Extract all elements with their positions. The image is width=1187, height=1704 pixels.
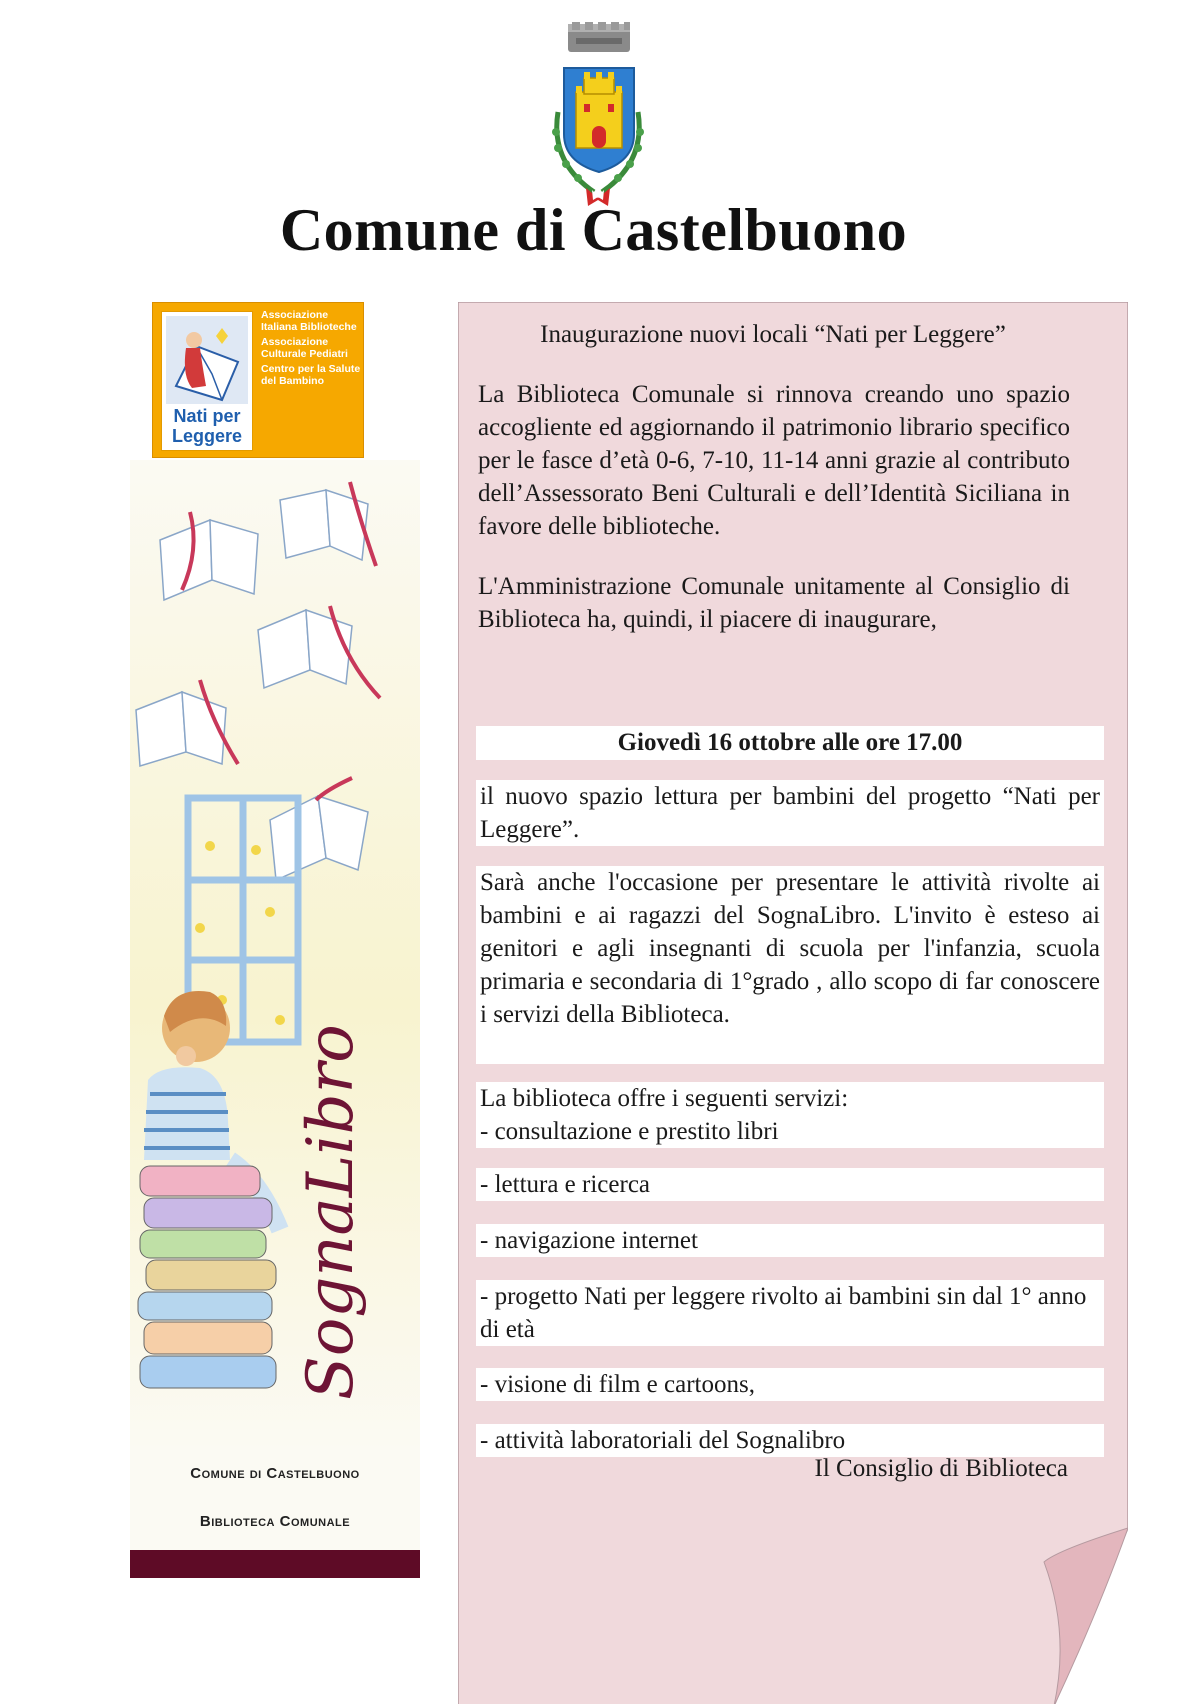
service-item: - navigazione internet	[476, 1224, 1104, 1257]
bookmark-illustration	[130, 460, 420, 1450]
child-reading-book-icon	[166, 316, 248, 404]
invite-text: L'Amministrazione Comunale unitamente al Consiglio di Biblioteca ha, quindi, il piacere di inaugurare,	[478, 573, 1070, 633]
signature: Il Consiglio di Biblioteca	[814, 1455, 1068, 1482]
announcement-sheet	[458, 302, 1128, 1704]
npl-logo-panel	[161, 311, 253, 451]
service-item: - lettura e ricerca	[476, 1168, 1104, 1201]
intro-paragraph	[478, 378, 1070, 543]
services-intro: La biblioteca offre i seguenti servizi:	[480, 1085, 849, 1112]
bookmark-caption-comune: Comune di Castelbuono	[190, 1465, 360, 1482]
page-title: Comune di Castelbuono	[279, 197, 908, 263]
bookmark-caption-biblioteca: Biblioteca Comunale	[199, 1513, 351, 1530]
sognalibro-bookmark	[130, 460, 420, 1578]
service-item: - attività laboratoriali del Sognalibro	[476, 1424, 1104, 1457]
bookmark-band	[130, 1550, 420, 1578]
nati-per-leggere-logo	[152, 302, 364, 458]
intro-text: La Biblioteca Comunale si rinnova creando uno spazio accogliente ed aggiornando il patrimonio librario specifico per le fasce d’età 0-6, 7-10, 11-14 anni grazie al contributo dell’Assessorato Beni Culturali e dell’Identità Siciliana in favore delle biblioteche.	[478, 381, 1070, 540]
services-block	[476, 1082, 1104, 1148]
invite-paragraph	[478, 570, 1070, 636]
service-item: - consultazione e prestito libri	[480, 1118, 779, 1145]
npl-partners	[261, 309, 361, 390]
castelbuono-coat-of-arms-icon	[528, 22, 668, 210]
sognalibro-wordmark: SognaLibro	[294, 1024, 368, 1400]
event-date: Giovedì 16 ottobre alle ore 17.00	[476, 726, 1104, 760]
space-text: il nuovo spazio lettura per bambini del progetto “Nati per Leggere”.	[476, 780, 1104, 846]
npl-partner: Associazione Culturale Pediatri	[261, 336, 348, 360]
npl-name-line1: Nati per	[173, 406, 241, 426]
npl-name	[162, 406, 252, 446]
npl-partner: Associazione Italiana Biblioteche	[261, 309, 357, 333]
service-item: - visione di film e cartoons,	[476, 1368, 1104, 1401]
occasion-text: Sarà anche l'occasione per presentare le attività rivolte ai bambini e ai ragazzi del SognaLibro. L'invito è esteso ai genitori e agli insegnanti di scuola per l'infanzia, scuola primaria e secondaria di 1°grado , allo scopo di far conoscere i servizi della Biblioteca.	[476, 866, 1104, 1064]
npl-name-line2: Leggere	[171, 426, 243, 446]
announcement-heading: Inaugurazione nuovi locali “Nati per Leggere”	[540, 321, 1006, 348]
npl-partner: Centro per la Salute del Bambino	[261, 363, 361, 387]
service-item: - progetto Nati per leggere rivolto ai bambini sin dal 1° anno di età	[476, 1280, 1104, 1346]
